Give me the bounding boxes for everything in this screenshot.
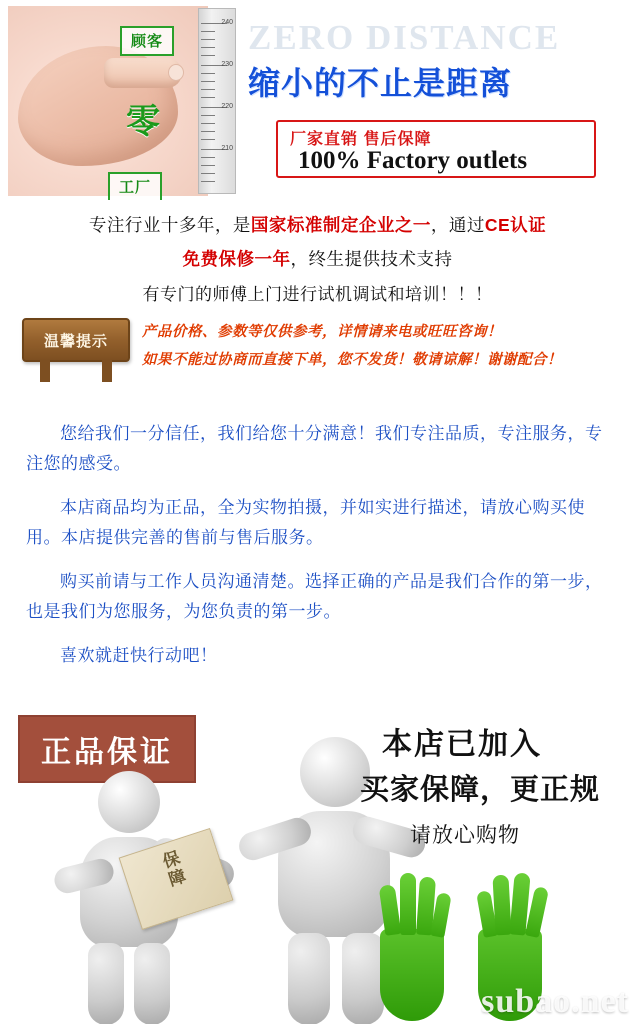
notice-wood-sign: 温馨提示	[22, 318, 130, 362]
banner-photo-hand	[8, 6, 208, 196]
notice-line-1: 产品价格、参数等仅供参考，详情请来电或旺旺咨询！	[142, 324, 502, 340]
protection-line: 买家保障，更正规	[360, 774, 601, 806]
promise-line-1-b: 国家标准制定企业之一	[250, 215, 431, 235]
promise-line-2-a: 免费保修一年	[182, 249, 291, 269]
buyer-protection-section	[0, 691, 635, 1024]
banner-section	[0, 0, 635, 200]
statement-paragraph-2: 本店商品均为正品，全为实物拍摄，并如实进行描述，请放心购买使用。本店提供完善的售前与售后服务。	[26, 498, 585, 547]
shop-confidently-line: 请放心购物	[410, 824, 520, 847]
label-customer: 顾客	[120, 26, 174, 56]
promise-line-1-a: 专注行业十多年，是	[88, 215, 251, 235]
promise-line-2-b: ，终生提供技术支持	[290, 249, 453, 269]
factory-outlet-subline: 厂家直销 售后保障	[290, 131, 432, 148]
statement-paragraph-3: 购买前请与工作人员沟通清楚。选择正确的产品是我们合作的第一步，也是我们为您服务，为您负责的第一步。	[26, 572, 603, 621]
promise-line-3: 有专门的师傅上门进行试机调试和培训！！！	[142, 285, 493, 304]
fingernail-shape	[168, 64, 184, 81]
factory-outlet-headline: 100% Factory outlets	[298, 147, 528, 174]
promise-line-1	[0, 212, 635, 237]
ruler-label-210: 210	[221, 145, 233, 152]
certificate-card-label: 保障	[157, 848, 188, 891]
ruler-graphic	[198, 8, 236, 194]
ruler-label-220: 220	[221, 103, 233, 110]
banner-watermark-en: ZERO DISTANCE	[248, 18, 561, 57]
ruler-label-240: 240	[221, 19, 233, 26]
promise-line-1-c: ，通过	[430, 215, 485, 235]
buyer-protection-text	[360, 709, 635, 1024]
statement-paragraph-1: 您给我们一分信任，我们给您十分满意！我们专注品质，专注服务，专注您的感受。	[26, 424, 603, 473]
joined-line: 本店已加入	[382, 728, 542, 761]
factory-outlet-box	[276, 120, 596, 178]
promise-section	[0, 200, 635, 400]
notice-line-2: 如果不能过协商而直接下单，您不发货！敬请谅解！谢谢配合！	[142, 352, 562, 368]
site-watermark: subao.net	[481, 983, 629, 1020]
promise-line-1-d: CE认证	[484, 215, 547, 235]
genuine-guarantee-label: 正品保证	[41, 736, 173, 769]
promise-line-2	[0, 246, 635, 271]
ruler-label-230: 230	[221, 61, 233, 68]
banner-text-block	[240, 0, 635, 200]
label-zero: 零	[126, 103, 160, 141]
label-factory: 工厂	[108, 172, 162, 200]
banner-headline: 缩小的不止是距离	[248, 65, 513, 101]
statement-paragraph-4: 喜欢就赶快行动吧！	[60, 646, 218, 665]
notice-block	[0, 314, 635, 380]
statement-section	[0, 401, 635, 691]
